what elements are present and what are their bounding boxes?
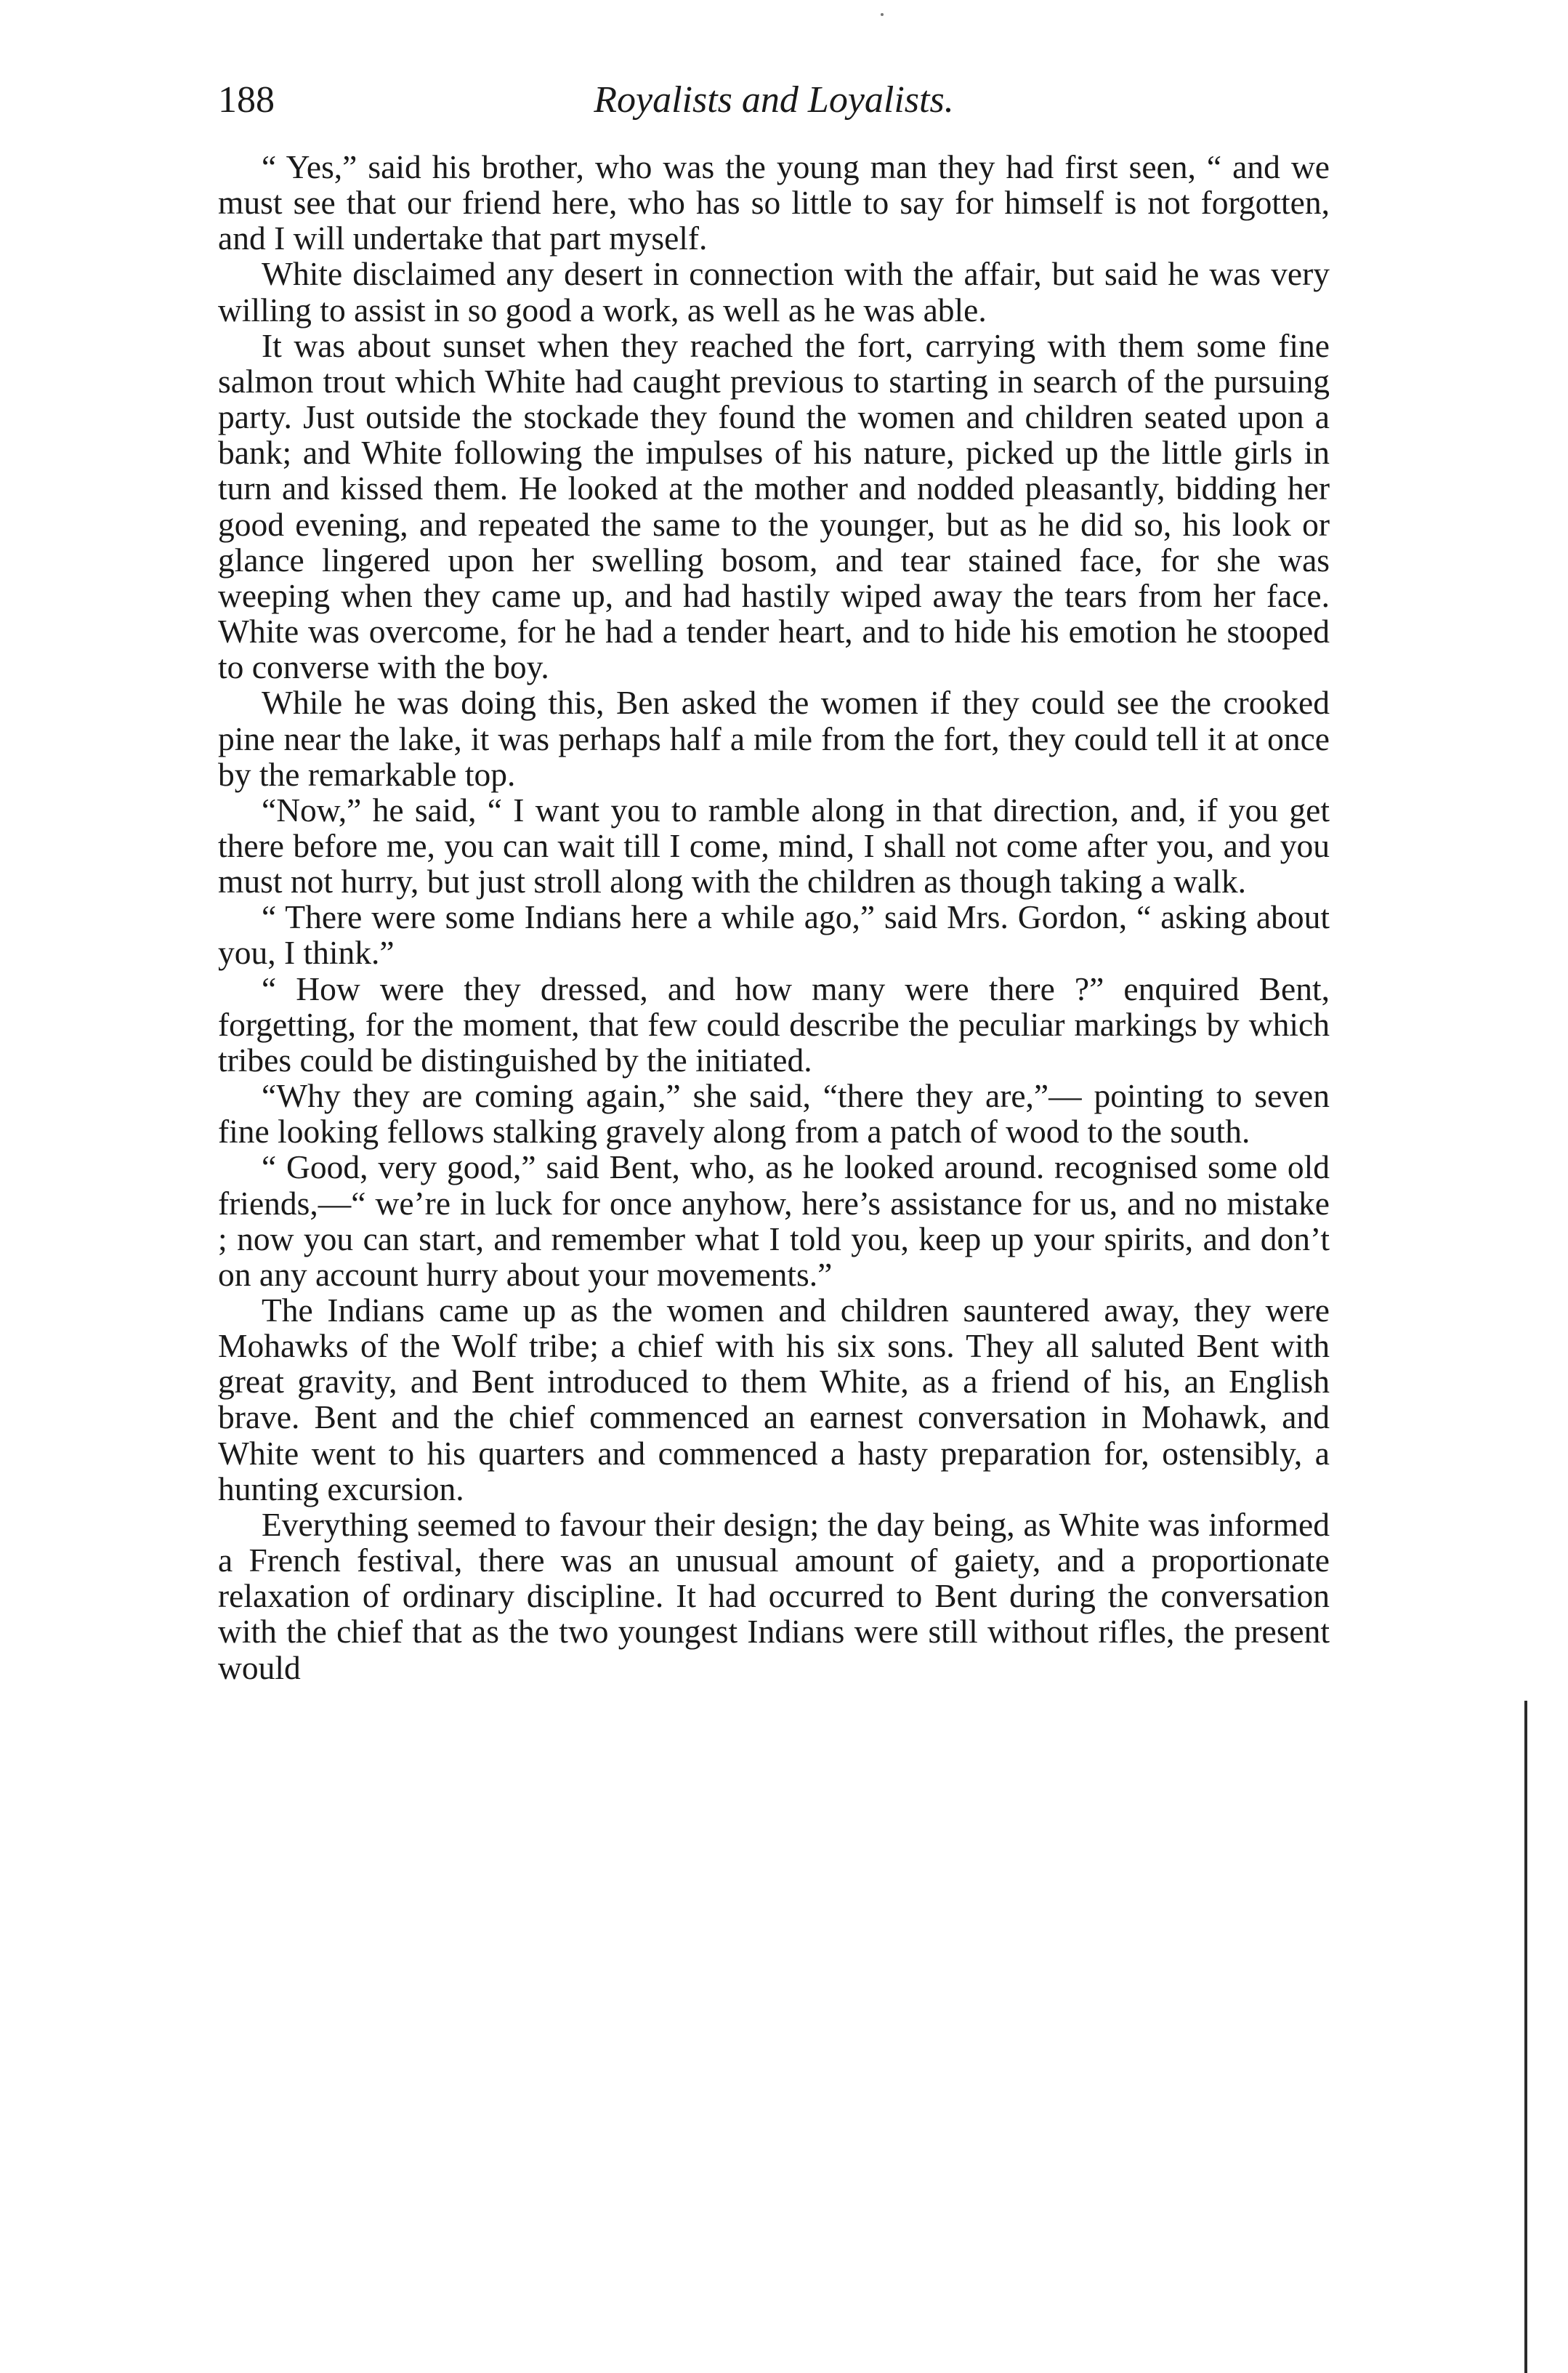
paragraph: “ Good, very good,” said Bent, who, as he looked around. recognised some old friends,—“ we’re in luck for once anyhow, here’s assistance for us, and no mistake ; now you can start, and remember what I told you, keep up your spirits, and don’t on any account hurry about your movements.” (218, 1148, 1330, 1293)
running-title: Royalists and Loyalists. (594, 79, 954, 121)
paragraph: It was about sunset when they reached the fort, carrying with them some fine salmon trout which White had caught previous to starting in search of the pursuing party. Just outside the stockade they found the women and children seated upon a bank; and White following the impulses of his nature, picked up the little girls in turn and kissed them. He looked at the mother and nodded pleasantly, bidding her good evening, and repeated the same to the younger, but as he did so, his look or glance lingered upon her swelling bosom, and tear stained face, for she was weeping when they came up, and had hastily wiped away the tears from her face. White was overcome, for he had a tender heart, and to hide his emotion he stooped to converse with the boy. (218, 326, 1330, 686)
page-header (218, 78, 1330, 137)
paragraph: “ How were they dressed, and how many were there ?” enquired Bent, forgetting, for the moment, that few could describe the peculiar markings by which tribes could be distinguished by the initiated. (218, 970, 1330, 1079)
page-number: 188 (218, 79, 275, 121)
paragraph: Everything seemed to favour their design; the day being, as White was informed a French festival, there was an unusual amount of gaiety, and a proportionate relaxation of ordinary discipline. It had occurred to Bent during the conversation with the chief that as the two youngest Indians were still without rifles, the present would (218, 1505, 1330, 1686)
paragraph: “Why they are coming again,” she said, “there they are,”— pointing to seven fine looking fellows stalking gravely along from a patch of wood to the south. (218, 1077, 1330, 1151)
paragraph: The Indians came up as the women and children sauntered away, they were Mohawks of the Wolf tribe; a chief with his six sons. They all saluted Bent with great gravity, and Bent introduced to them White, as a friend of his, an English brave. Bent and the chief commenced an earnest conversation in Mohawk, and White went to his quarters and commenced a hasty preparation for, ostensibly, a hunting excursion. (218, 1292, 1330, 1507)
page-edge-rule (1524, 1701, 1527, 2373)
paragraph: “ There were some Indians here a while ago,” said Mrs. Gordon, “ asking about you, I think.” (218, 898, 1330, 972)
ink-speck (881, 13, 884, 16)
body-text (218, 149, 1330, 1685)
paragraph: While he was doing this, Ben asked the women if they could see the crooked pine near the lake, it was perhaps half a mile from the fort, they could tell it at once by the remarkable top. (218, 684, 1330, 793)
paragraph: “Now,” he said, “ I want you to ramble along in that direction, and, if you get there before me, you can wait till I come, mind, I shall not come after you, and you must not hurry, but just stroll along with the children as though taking a walk. (218, 791, 1330, 901)
paragraph: “ Yes,” said his brother, who was the young man they had first seen, “ and we must see that our friend here, who has so little to say for himself is not forgotten, and I will undertake that part myself. (218, 148, 1330, 257)
paragraph: White disclaimed any desert in connection with the affair, but said he was very willing to assist in so good a work, as well as he was able. (218, 255, 1330, 329)
